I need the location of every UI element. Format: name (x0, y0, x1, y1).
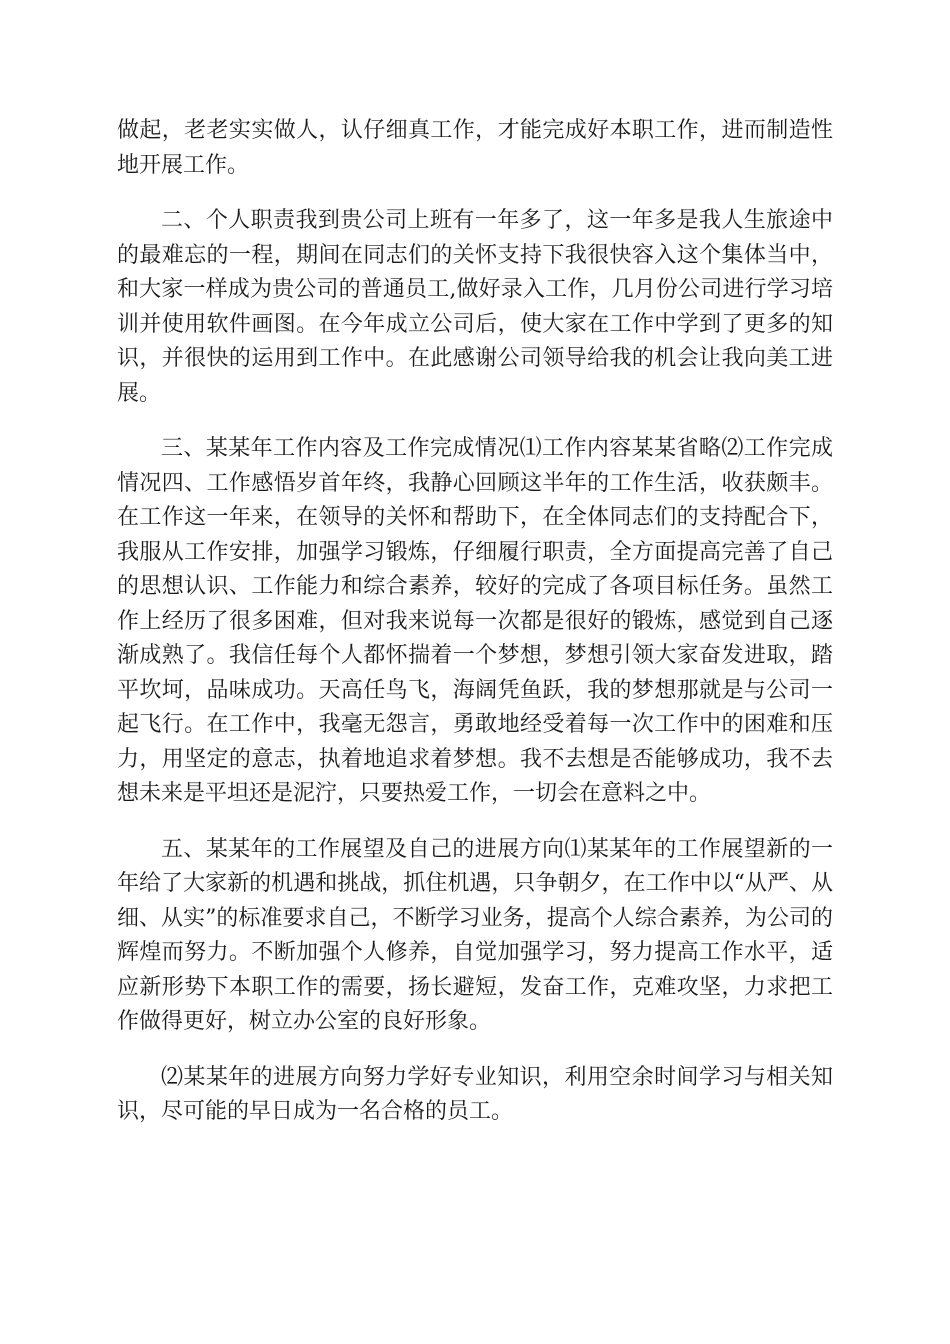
paragraph-development-direction: ⑵某某年的进展方向努力学好专业知识，利用空余时间学习与相关知识，尽可能的早日成为一名合格的员工。 (117, 1064, 833, 1124)
paragraph-work-content: 三、某某年工作内容及工作完成情况⑴工作内容某某省略⑵工作完成情况四、工作感悟岁首年终，我静心回顾这半年的工作生活，收获颇丰。在工作这一年来，在领导的关怀和帮助下，在全体同志们的支持配合下，我服从工作安排，加强学习锻炼，仔细履行职责，全方面提高完善了自己的思想认识、工作能力和综合素养，较好的完成了各项目标任务。虽然工作上经历了很多困难，但对我来说每一次都是很好的锻炼，感觉到自己逐渐成熟了。我信任每个人都怀揣着一个梦想，梦想引领大家奋发进取，踏平坎坷，品味成功。天高任鸟飞，海阔凭鱼跃，我的梦想那就是与公司一起飞行。在工作中，我毫无怨言，勇敢地经受着每一次工作中的困难和压力，用坚定的意志，执着地追求着梦想。我不去想是否能够成功，我不去想未来是平坦还是泥泞，只要热爱工作，一切会在意料之中。 (117, 436, 833, 806)
paragraph-personal-duties: 二、个人职责我到贵公司上班有一年多了，这一年多是我人生旅途中的最难忘的一程，期间在同志们的关怀支持下我很快容入这个集体当中，和大家一样成为贵公司的普通员工,做好录入工作，几月份公司进行学习培训并使用软件画图。在今年成立公司后，使大家在工作中学到了更多的知识，并很快的运用到工作中。在此感谢公司领导给我的机会让我向美工进展。 (117, 208, 833, 406)
paragraph-continuation: 做起，老老实实做人，认仔细真工作，才能完成好本职工作，进而制造性地开展工作。 (117, 118, 833, 178)
document-body (117, 114, 833, 1151)
paragraph-work-outlook: 五、某某年的工作展望及自己的进展方向⑴某某年的工作展望新的一年给了大家新的机遇和挑战，抓住机遇，只争朝夕，在工作中以“从严、从细、从实”的标准要求自己，不断学习业务，提高个人综合素养，为公司的辉煌而努力。不断加强个人修养，自觉加强学习，努力提高工作水平，适应新形势下本职工作的需要，扬长避短，发奋工作，克难攻坚，力求把工作做得更好，树立办公室的良好形象。 (117, 836, 833, 1034)
